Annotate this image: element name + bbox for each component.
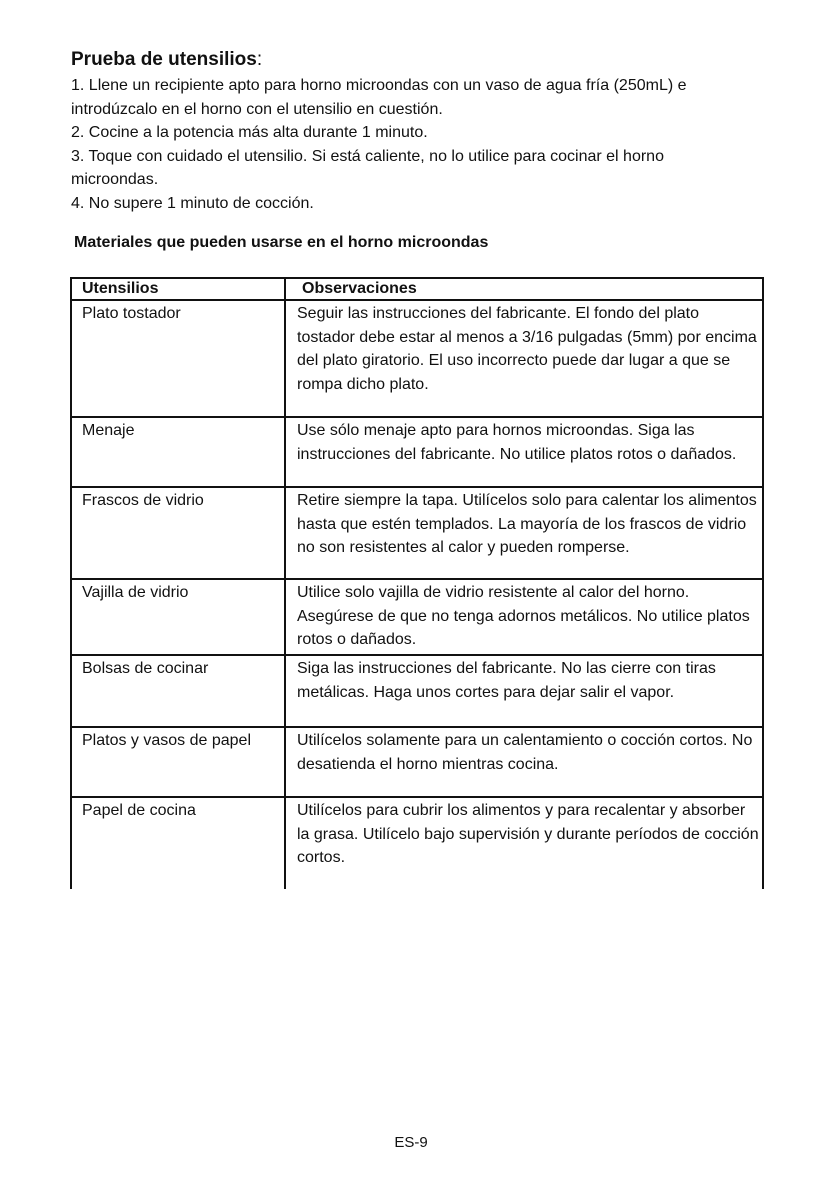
step-item: 2. Cocine a la potencia más alta durante 1 minuto. (71, 124, 428, 141)
table-row (72, 488, 762, 580)
row-utensil: Menaje (82, 422, 135, 439)
step-item: 3. Toque con cuidado el utensilio. Si está caliente, no lo utilice para cocinar el horno microondas. (71, 147, 664, 188)
row-utensil: Vajilla de vidrio (82, 584, 189, 601)
section-title: Materiales que pueden usarse en el horno microondas (74, 234, 489, 251)
table-row (72, 728, 762, 798)
header-utensils: Utensilios (82, 280, 159, 297)
row-note: Use sólo menaje apto para hornos microondas. Siga las instrucciones del fabricante. No utilice platos rotos o dañados. (297, 422, 737, 463)
table-row (72, 580, 762, 656)
row-note: Utilícelos solamente para un calentamiento o cocción cortos. No desatienda el horno mientras cocina. (297, 732, 753, 773)
materials-table (70, 277, 764, 889)
row-utensil: Papel de cocina (82, 802, 196, 819)
heading-colon: : (256, 49, 263, 70)
heading-title: Prueba de utensilios (71, 49, 257, 70)
row-note: Utilice solo vajilla de vidrio resistente al calor del horno. Asegúrese de que no tenga adornos metálicos. No utilice platos rotos o dañados. (297, 584, 750, 648)
page-heading (71, 48, 262, 72)
table-row (72, 656, 762, 728)
page-number: ES-9 (394, 1134, 428, 1151)
step-item: 4. No supere 1 minuto de cocción. (71, 194, 314, 212)
step-item: 1. Llene un recipiente apto para horno microondas con un vaso de agua fría (250mL) e introdúzcalo en el horno con el utensilio en cuestión. (71, 77, 687, 118)
row-utensil: Frascos de vidrio (82, 492, 204, 509)
row-note: Retire siempre la tapa. Utilícelos solo para calentar los alimentos hasta que estén templados. La mayoría de los frascos de vidrio no son resistentes al calor y pueden romperse. (297, 492, 757, 556)
row-utensil: Platos y vasos de papel (82, 732, 251, 749)
table-row (72, 301, 762, 418)
row-utensil: Bolsas de cocinar (82, 660, 209, 677)
row-utensil: Plato tostador (82, 305, 181, 322)
row-note: Seguir las instrucciones del fabricante. El fondo del plato tostador debe estar al menos a 3/16 pulgadas (5mm) por encima del plato giratorio. El uso incorrecto puede dar lugar a que se rompa dicho plato. (297, 305, 757, 393)
table-header-row (72, 279, 762, 301)
header-observations: Observaciones (302, 280, 417, 297)
test-steps (71, 74, 751, 215)
table-row (72, 798, 762, 891)
row-note: Utilícelos para cubrir los alimentos y para recalentar y absorber la grasa. Utilícelo bajo supervisión y durante períodos de cocción cortos. (297, 802, 759, 866)
table-row (72, 418, 762, 488)
row-note: Siga las instrucciones del fabricante. No las cierre con tiras metálicas. Haga unos cortes para dejar salir el vapor. (297, 660, 716, 701)
